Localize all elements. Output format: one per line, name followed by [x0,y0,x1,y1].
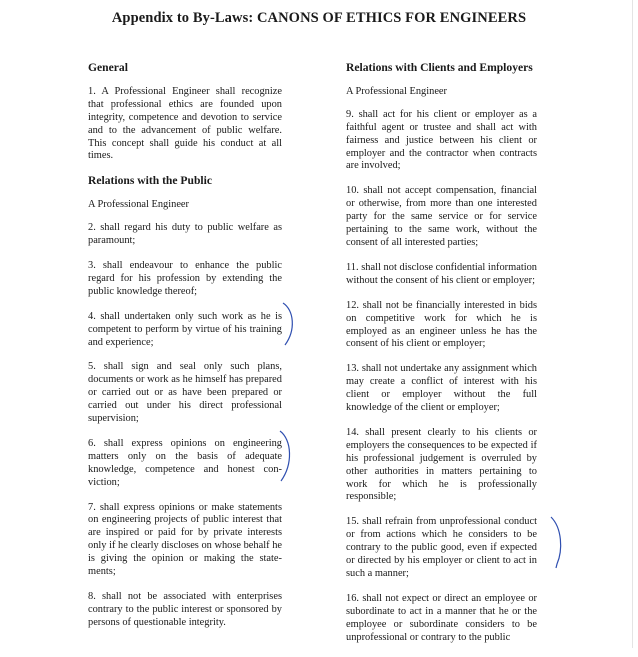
canon-2: 2. shall regard his duty to public welfare as paramount; [88,222,282,247]
canon-16: 16. shall not expect or direct an employee or subordinate to act in a manner that he or the employee or subordinate considers to be unprofessional or contrary to the public [346,592,537,643]
document-title: Appendix to By-Laws: CANONS OF ETHICS FOR ENGINEERS [111,10,527,26]
canon-1: 1. A Professional Engineer shall recognize that professional ethics are founded upon integrity, competence and devotion to service and to the advancement of public welfare. This concept shall guide his conduct at all times. [88,85,282,162]
right-column [346,62,537,657]
canon-4: 4. shall undertaken only such work as he is competent to perform by virtue of his training and experience; [88,310,282,348]
public-relations-heading: Relations with the Public [88,174,212,188]
left-column [88,62,282,642]
canon-5: 5. shall sign and seal only such plans, documents or work as he himself has prepared or carried out or as have been prepared or carried out under his direct professional supervision; [88,361,282,425]
general-heading: General [88,61,128,74]
canon-10: 10. shall not accept compensation, financial or otherwise, from more than one interested party for the same service or for service pertaining to the same work, without the consent of all interested parties; [346,185,537,248]
public-intro: A Professional Engineer [88,199,189,211]
client-relations-heading: Relations with Clients and Employers [346,61,533,74]
canon-7: 7. shall express opinions or make statements on engineering projects of public interest that are inspired or paid for by private interests only if he clearly discloses on whose behalf he is giving the opinion or making the state- ments; [88,501,282,578]
canon-13: 13. shall not undertake any assignment which may create a conflict of interest with his client or employer without the full knowledge of the client or employer; [346,363,537,414]
canon-6: 6. shall express opinions on engineering matters only on the basis of adequate knowledge, competence and honest con- viction; [88,437,282,488]
canon-14: 14. shall present clearly to his clients or employers the consequences to be expected if his professional judgement is overruled by other authorities in matters pertaining to work for which he is professionally responsible; [346,426,537,503]
pen-bracket-canon-15 [548,514,568,570]
pen-bracket-canon-4 [280,300,300,348]
scan-edge-divider [632,0,633,648]
canon-3: 3. shall endeavour to enhance the public regard for his profession by extending the public knowledge thereof; [88,259,282,297]
canon-11: 11. shall not disclose confidential information without the consent of his client or employer; [346,261,537,286]
client-intro: A Professional Engineer [346,85,447,97]
canon-12: 12. shall not be financially interested in bids on competitive work for which he is employed as an engineer unless he has the consent of his client or employer; [346,299,537,350]
canon-15: 15. shall refrain from unprofessional conduct or from actions which he considers to be contrary to the public good, even if expected or directed by his employer or client to act in such a manner; [346,516,537,579]
canon-9: 9. shall act for his client or employer as a faithful agent or trustee and shall act with fairness and justice between his client or employer and the contractor when contracts are involved; [346,108,537,172]
canon-8: 8. shall not be associated with enterprises contrary to the public interest or sponsored by persons of questionable integrity. [88,591,282,628]
